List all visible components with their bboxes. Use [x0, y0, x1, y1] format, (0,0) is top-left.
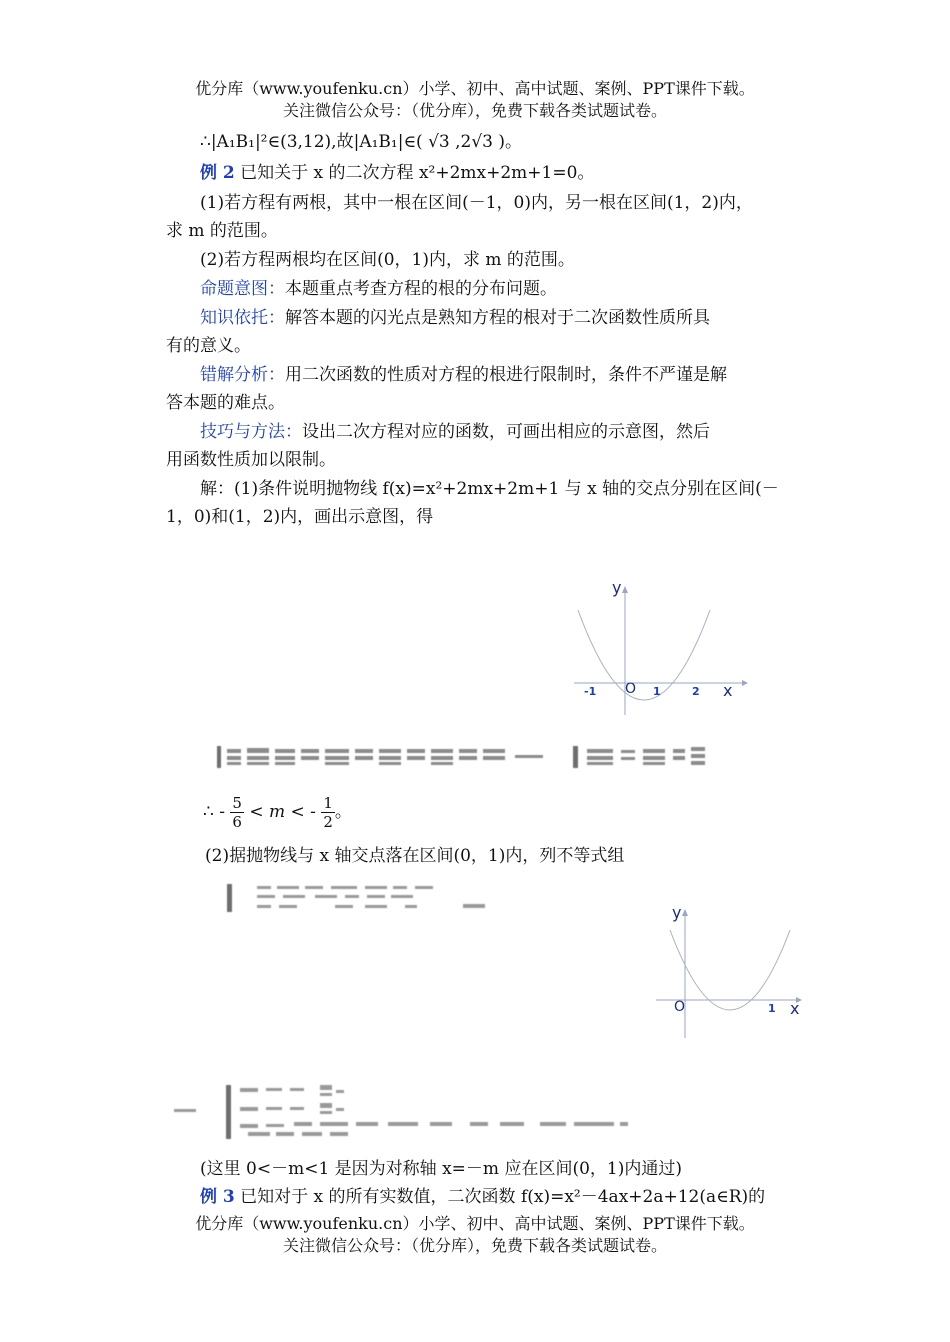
footer-line-1: 优分库（www.youfenku.cn）小学、初中、高中试题、案例、PPT课件下载。	[195, 1214, 755, 1233]
fraction-denominator: 6	[232, 813, 242, 831]
result-1: ∴ - $\frac{5}{6}$ < m < - $\frac{1}{2}$ 。	[203, 794, 352, 831]
knowledge-text-1: 解答本题的闪光点是熟知方程的根对于二次函数性质所具	[285, 308, 710, 328]
x-axis-label: x	[723, 681, 733, 700]
note-line: (这里 0<－m<1 是因为对称轴 x=－m 应在区间(0，1)内通过)	[200, 1159, 682, 1179]
intent-paragraph	[200, 275, 557, 303]
method-label: 技巧与方法：	[200, 422, 302, 442]
fraction-one-half	[321, 794, 335, 831]
x-axis-arrow-icon	[742, 680, 748, 686]
intent-text: 本题重点考查方程的根的分布问题。	[285, 279, 557, 299]
solution-line-1: 解：(1)条件说明抛物线 f(x)=x²+2mx+2m+1 与 x 轴的交点分别在区间(－	[200, 479, 779, 499]
intro-line: ∴|A₁B₁|²∈(3,12),故|A₁B₁|∈( √3 ,2√3 )。	[200, 132, 523, 152]
example-2-text: 已知关于 x 的二次方程 x²+2mx+2m+1=0。	[240, 163, 595, 183]
image-brace	[217, 746, 221, 768]
image-brace	[227, 884, 232, 912]
tick-label-2: 2	[692, 685, 700, 698]
image-minus	[174, 1109, 196, 1112]
y-axis-label: y	[672, 903, 682, 922]
image-glyphs	[257, 886, 485, 908]
header-line-2: 关注微信公众号：（优分库），免费下载各类试题试卷。	[282, 101, 667, 120]
parabola-graph-2	[650, 900, 810, 1045]
y-axis-arrow-icon	[622, 586, 628, 593]
knowledge-text-2: 有的意义。	[166, 336, 251, 356]
inequality-system-image-1	[215, 743, 730, 771]
method-paragraph	[200, 418, 710, 446]
inequality-system-image-2	[225, 882, 500, 914]
image-glyphs	[240, 1085, 628, 1136]
fraction-numerator: 5	[232, 794, 242, 812]
solution-line-2: 1，0)和(1，2)内，画出示意图，得	[166, 507, 434, 527]
fraction-denominator: 2	[323, 813, 333, 831]
image-glyphs	[227, 746, 705, 768]
origin-label: O	[625, 681, 637, 697]
parabola-curve	[670, 930, 790, 1010]
tick-label-neg1: -1	[584, 685, 597, 698]
intent-label: 命题意图：	[200, 279, 285, 299]
error-paragraph	[200, 361, 727, 389]
origin-label: O	[674, 999, 686, 1015]
tick-label-1: 1	[653, 685, 661, 698]
example-3	[200, 1183, 765, 1211]
parabola-graph-1	[570, 575, 750, 720]
inequality-system-image-3	[170, 1082, 635, 1142]
y-axis-label: y	[612, 578, 622, 597]
fraction-numerator: 1	[323, 794, 333, 812]
x-axis-label: x	[790, 999, 800, 1018]
image-brace	[226, 1085, 231, 1139]
question-1-line-1: (1)若方程有两根，其中一根在区间(－1，0)内，另一根在区间(1，2)内，	[200, 193, 753, 213]
example-3-text: 已知对于 x 的所有实数值，二次函数 f(x)=x²－4ax+2a+12(a∈R)的	[240, 1187, 766, 1207]
variable-m: m	[269, 802, 286, 822]
header-line-1: 优分库（www.youfenku.cn）小学、初中、高中试题、案例、PPT课件下载。	[195, 79, 755, 98]
error-text-2: 答本题的难点。	[166, 393, 285, 413]
example-2	[200, 159, 594, 187]
parabola-curve	[578, 610, 710, 700]
knowledge-label: 知识依托：	[200, 308, 285, 328]
fraction-five-sixths	[230, 794, 244, 831]
y-axis-arrow-icon	[682, 909, 688, 916]
method-text-2: 用函数性质加以限制。	[166, 450, 336, 470]
tick-label-1: 1	[768, 1002, 776, 1015]
question-1-line-2: 求 m 的范围。	[166, 221, 278, 241]
therefore-symbol: ∴	[203, 802, 214, 822]
error-label: 错解分析：	[200, 365, 285, 385]
part-2-line: (2)据抛物线与 x 轴交点落在区间(0，1)内，列不等式组	[205, 846, 625, 866]
method-text-1: 设出二次方程对应的函数，可画出相应的示意图，然后	[302, 422, 710, 442]
example-2-label: 例 2	[200, 163, 235, 183]
knowledge-paragraph	[200, 304, 710, 332]
error-text-1: 用二次函数的性质对方程的根进行限制时，条件不严谨是解	[285, 365, 727, 385]
question-2-line: (2)若方程两根均在区间(0，1)内，求 m 的范围。	[200, 250, 575, 270]
example-3-label: 例 3	[200, 1187, 235, 1207]
footer-line-2: 关注微信公众号：（优分库），免费下载各类试题试卷。	[282, 1236, 667, 1255]
